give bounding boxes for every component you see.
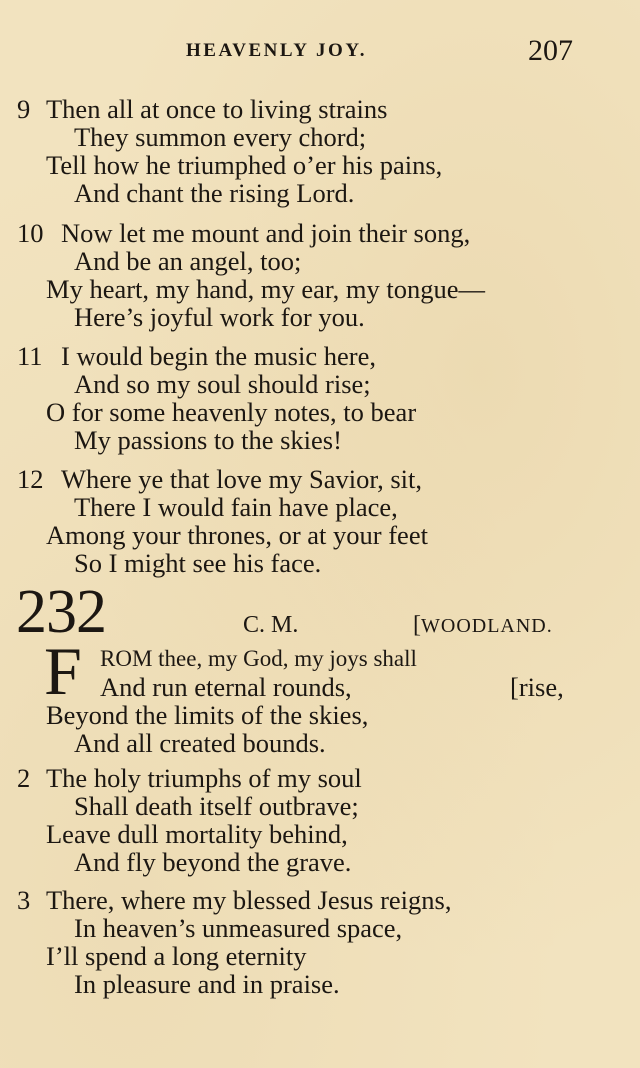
- verse-line: And run eternal rounds,: [100, 672, 352, 702]
- drop-cap: F: [44, 633, 82, 709]
- tune-bracket: [: [413, 612, 421, 638]
- verse-line: And be an angel, too;: [74, 246, 302, 276]
- verse-number: 11: [17, 341, 43, 371]
- verse-line: Among your thrones, or at your feet: [46, 520, 428, 550]
- verse-line: Tell how he triumphed o’er his pains,: [46, 150, 443, 180]
- verse-line: The holy triumphs of my soul: [46, 763, 362, 793]
- verse-line: And all created bounds.: [74, 728, 326, 758]
- verse-number: 9: [17, 94, 31, 124]
- verse-line: Where ye that love my Savior, sit,: [61, 464, 423, 494]
- verse-line: There I would fain have place,: [74, 492, 398, 522]
- verse-line: My passions to the skies!: [74, 425, 342, 455]
- tune-name: WOODLAND.: [421, 615, 553, 637]
- verse-line: I’ll spend a long eternity: [46, 941, 307, 971]
- verse-number: 12: [17, 464, 44, 494]
- page-number: 207: [528, 34, 573, 67]
- verse-line: There, where my blessed Jesus reigns,: [46, 885, 452, 915]
- hymn-tune: [413, 612, 553, 639]
- verse-number: 3: [17, 885, 31, 915]
- hymn-number: 232: [16, 578, 106, 646]
- verse-line: In pleasure and in praise.: [74, 969, 340, 999]
- verse-line: O for some heavenly notes, to bear: [46, 397, 417, 427]
- verse-line: Leave dull mortality behind,: [46, 819, 348, 849]
- verse-line: I would begin the music here,: [61, 341, 376, 371]
- verse-line: So I might see his face.: [74, 548, 322, 578]
- verse-line: ROM thee, my God, my joys shall: [100, 646, 417, 671]
- hymn-meter: C. M.: [243, 612, 299, 638]
- verse-number: 10: [17, 218, 44, 248]
- verse-line: They summon every chord;: [74, 122, 367, 152]
- verse-line: And chant the rising Lord.: [74, 178, 355, 208]
- verse-line: Now let me mount and join their song,: [61, 218, 471, 248]
- verse-line: Shall death itself outbrave;: [74, 791, 359, 821]
- verse-line: Then all at once to living strains: [46, 94, 388, 124]
- verse-line: And fly beyond the grave.: [74, 847, 352, 877]
- verse-number: 2: [17, 763, 31, 793]
- verse-line-carryover: [rise,: [510, 672, 564, 702]
- verse-line: My heart, my hand, my ear, my tongue—: [46, 274, 486, 304]
- verse-line: And so my soul should rise;: [74, 369, 371, 399]
- verse-line: Beyond the limits of the skies,: [46, 700, 369, 730]
- running-head: [0, 36, 640, 68]
- running-title: HEAVENLY JOY.: [186, 40, 368, 61]
- verse-line: Here’s joyful work for you.: [74, 302, 365, 332]
- verse-line: In heaven’s unmeasured space,: [74, 913, 403, 943]
